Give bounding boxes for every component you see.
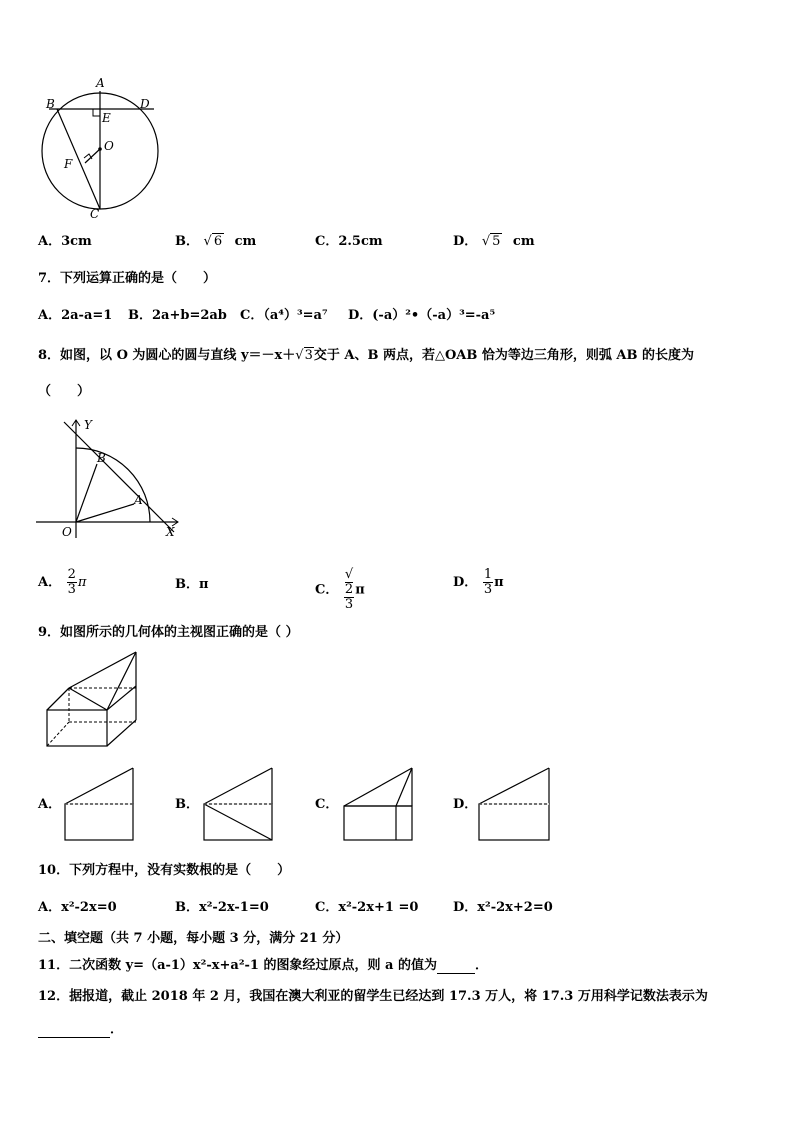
q10-option-c[interactable]: C．x²-2x+1 =0: [315, 900, 419, 915]
option-text: 3cm: [61, 234, 92, 249]
label-E: E: [102, 111, 111, 125]
q9-option-c-figure[interactable]: [341, 766, 415, 844]
label-D: D: [140, 97, 150, 111]
pi-symbol: π: [494, 575, 504, 590]
fraction: $\frac{1}{3}$: [483, 567, 493, 597]
label-Y: Y: [84, 418, 92, 432]
q6-option-c[interactable]: [315, 234, 383, 250]
q9-option-d-figure[interactable]: [476, 766, 552, 844]
q8-option-a[interactable]: [38, 568, 86, 597]
coordinate-figure-q8: [34, 414, 184, 544]
label-B: B: [46, 97, 55, 111]
q11-suffix: ．: [474, 958, 488, 973]
q8-stem-prefix: 8．如图，以 O 为圆心的圆与直线 y＝－x＋: [38, 348, 296, 363]
q9-option-b-figure[interactable]: [201, 766, 275, 844]
q9-option-a[interactable]: A．: [38, 797, 62, 812]
q7-option-a[interactable]: A．2a-a=1: [38, 308, 113, 323]
q6-option-b[interactable]: [175, 234, 256, 250]
sqrt-symbol: √ 5: [481, 234, 501, 249]
option-text: π: [199, 577, 209, 592]
option-unit: cm: [234, 234, 257, 249]
label-A: A: [96, 76, 105, 90]
label-B: B: [97, 451, 106, 465]
q7-option-c[interactable]: C．（a⁴）³=a⁷: [240, 308, 328, 323]
q9-stem: 9．如图所示的几何体的主视图正确的是（ ）: [38, 625, 299, 640]
q6-option-a[interactable]: [38, 234, 92, 250]
fraction: $\frac{2}{3}$: [67, 567, 76, 597]
q8-stem: [38, 348, 694, 364]
q12-stem: 12．据报道，截止 2018 年 2 月，我国在澳大利亚的留学生已经达到 17.3 万人，将 17.3 万用科学记数法表示为: [38, 989, 708, 1004]
option-letter: A．: [38, 234, 62, 249]
q7-stem: 7．下列运算正确的是（ ）: [38, 271, 217, 286]
option-letter: B．: [175, 234, 199, 249]
q9-option-a-figure[interactable]: [62, 766, 136, 844]
radicand: 6: [213, 234, 223, 249]
q9-option-d[interactable]: D．: [453, 797, 478, 812]
option-letter: D．: [453, 234, 478, 249]
q10-option-d[interactable]: D．x²-2x+2=0: [453, 900, 553, 915]
option-unit: cm: [512, 234, 535, 249]
q8-option-c[interactable]: [315, 568, 365, 612]
option-letter: B．: [175, 577, 199, 592]
q7-option-d[interactable]: D．(-a）²•（-a）³=-a⁵: [348, 308, 496, 323]
q7-option-b[interactable]: B．2a+b=2ab: [128, 308, 227, 323]
option-letter: A．: [38, 575, 62, 590]
q8-stem-suffix: 交于 A、B 两点，若△OAB 恰为等边三角形，则弧 AB 的长度为: [313, 348, 695, 363]
q12-answer-line: [38, 1022, 123, 1038]
answer-blank[interactable]: [38, 1023, 110, 1038]
q11-text: 11．二次函数 y=（a-1）x²-x+a²-1 的图象经过原点，则 a 的值为: [38, 958, 437, 973]
label-C: C: [90, 207, 100, 221]
option-letter: D．: [453, 575, 478, 590]
pi-symbol: π: [77, 575, 87, 590]
option-letter: C．: [315, 234, 339, 249]
sqrt-symbol: √3: [295, 348, 313, 363]
answer-blank[interactable]: [437, 959, 475, 974]
radicand: 5: [492, 234, 501, 249]
q10-option-a[interactable]: A．x²-2x=0: [38, 900, 117, 915]
label-O: O: [62, 525, 72, 539]
q10-stem: 10．下列方程中，没有实数根的是（ ）: [38, 863, 291, 878]
solid-figure-q9: [40, 648, 144, 750]
q8-option-d[interactable]: [453, 568, 504, 597]
q6-option-d[interactable]: [453, 234, 535, 250]
section-heading: 二、填空题（共 7 小题，每小题 3 分，满分 21 分）: [38, 931, 349, 946]
sqrt-symbol: √ 6: [203, 234, 223, 249]
q9-option-c[interactable]: C．: [315, 797, 339, 812]
q10-option-b[interactable]: B．x²-2x-1=0: [175, 900, 269, 915]
q8-option-b[interactable]: [175, 577, 209, 593]
label-O: O: [104, 139, 114, 153]
option-letter: C．: [315, 582, 339, 598]
q9-option-b[interactable]: B．: [175, 797, 199, 812]
fraction: √ 2 3: [344, 567, 354, 612]
label-X: X: [166, 525, 175, 539]
radicand: 3: [304, 348, 313, 363]
pi-symbol: π: [355, 582, 365, 598]
label-F: F: [64, 157, 73, 171]
label-A: A: [134, 493, 143, 507]
circle-figure-q6: [30, 72, 170, 222]
option-text: 2.5cm: [338, 234, 383, 249]
q11-stem: [38, 958, 488, 974]
q8-paren: （ ）: [38, 384, 91, 399]
q12-suffix: ．: [110, 1022, 124, 1037]
